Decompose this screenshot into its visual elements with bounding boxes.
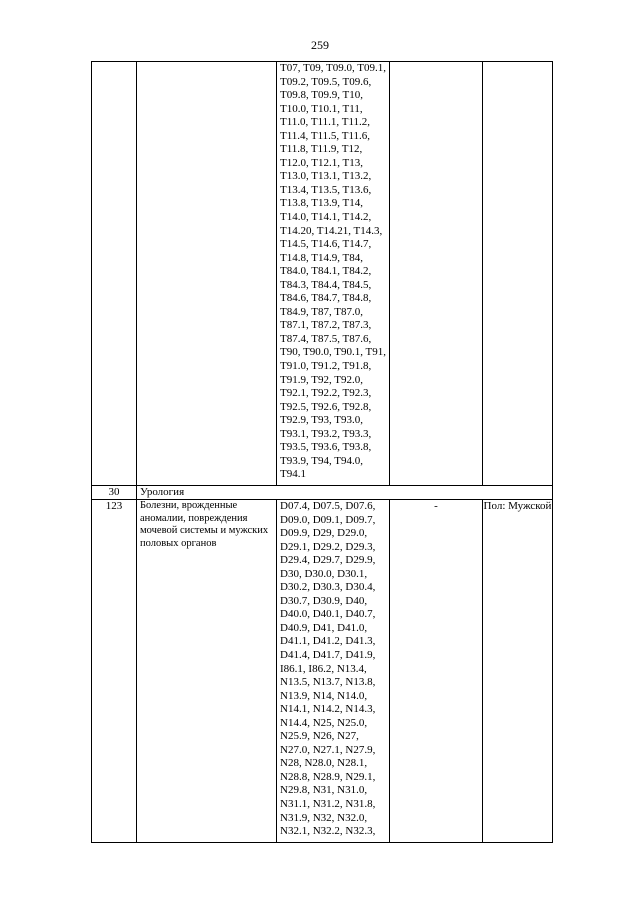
table-row <box>92 62 553 486</box>
group-name-cell <box>137 62 277 486</box>
column-4-cell <box>390 500 483 843</box>
group-name: Болезни, врожденные аномалии, повреждения мочевой системы и мужских половых органов <box>140 500 269 549</box>
icd-codes-text: T07, T09, T09.0, T09.1, T09.2, T09.5, T09.6, T09.8, T09.9, T10, T10.0, T10.1, T11, T11.0, T11.1, T11.2, T11.4, T11.5, T11.6, T11.8, T11.9, T12, T12.0, T12.1, T13, T13.0, T13.1, T13.2, T13.4, T13.5, T13.6, T13.8, T13.9, T14, T14.0, T14.1, T14.2, T14.20, T14.21, T14.3, T14.5, T14.6, T14.7, T14.8, T14.9, T84, T84.0, T84.1, T84.2, T84.3, T84.4, T84.5, T84.6, T84.7, T84.8, T84.9, T87, T87.0, T87.1, T87.2, T87.3, T87.4, T87.5, T87.6, T90, T90.0, T90.1, T91, T91.0, T91.2, T91.8, T91.9, T92, T92.0, T92.1, T92.2, T92.3, T92.5, T92.6, T92.8, T92.9, T93, T93.0, T93.1, T93.2, T93.3, T93.5, T93.6, T93.8, T93.9, T94, T94.0, T94.1 <box>280 62 387 481</box>
page-number: 259 <box>311 38 329 52</box>
section-row <box>92 486 553 500</box>
row-number-cell <box>92 62 137 486</box>
column-4-cell <box>390 62 483 486</box>
section-title: Урология <box>140 486 185 498</box>
section-number: 30 <box>108 486 120 498</box>
codes-table <box>91 61 553 843</box>
column-5-cell <box>483 62 553 486</box>
section-number-cell <box>92 486 137 500</box>
icd-codes-cell <box>277 62 390 486</box>
group-name-cell <box>137 500 277 843</box>
section-title-cell <box>137 486 553 500</box>
row-number-cell <box>92 500 137 843</box>
row-number: 123 <box>105 500 123 512</box>
icd-codes-cell <box>277 500 390 843</box>
icd-codes-text: D07.4, D07.5, D07.6, D09.0, D09.1, D09.7, D09.9, D29, D29.0, D29.1, D29.2, D29.3, D29.4, D29.7, D29.9, D30, D30.0, D30.1, D30.2, D30.3, D30.4, D30.7, D30.9, D40, D40.0, D40.1, D40.7, D40.9, D41, D41.0, D41.1, D41.2, D41.3, D41.4, D41.7, D41.9, I86.1, I86.2, N13.4, N13.5, N13.7, N13.8, N13.9, N14, N14.0, N14.1, N14.2, N14.3, N14.4, N25, N25.0, N25.9, N26, N27, N27.0, N27.1, N27.9, N28, N28.0, N28.1, N28.8, N28.9, N29.1, N29.8, N31, N31.0, N31.1, N31.2, N31.8, N31.9, N32, N32.0, N32.1, N32.2, N32.3, <box>280 500 376 838</box>
sex-criterion: Пол: Мужской <box>483 500 552 512</box>
column-5-cell <box>483 500 553 843</box>
table-row <box>92 500 553 843</box>
dash-value: - <box>434 500 438 512</box>
